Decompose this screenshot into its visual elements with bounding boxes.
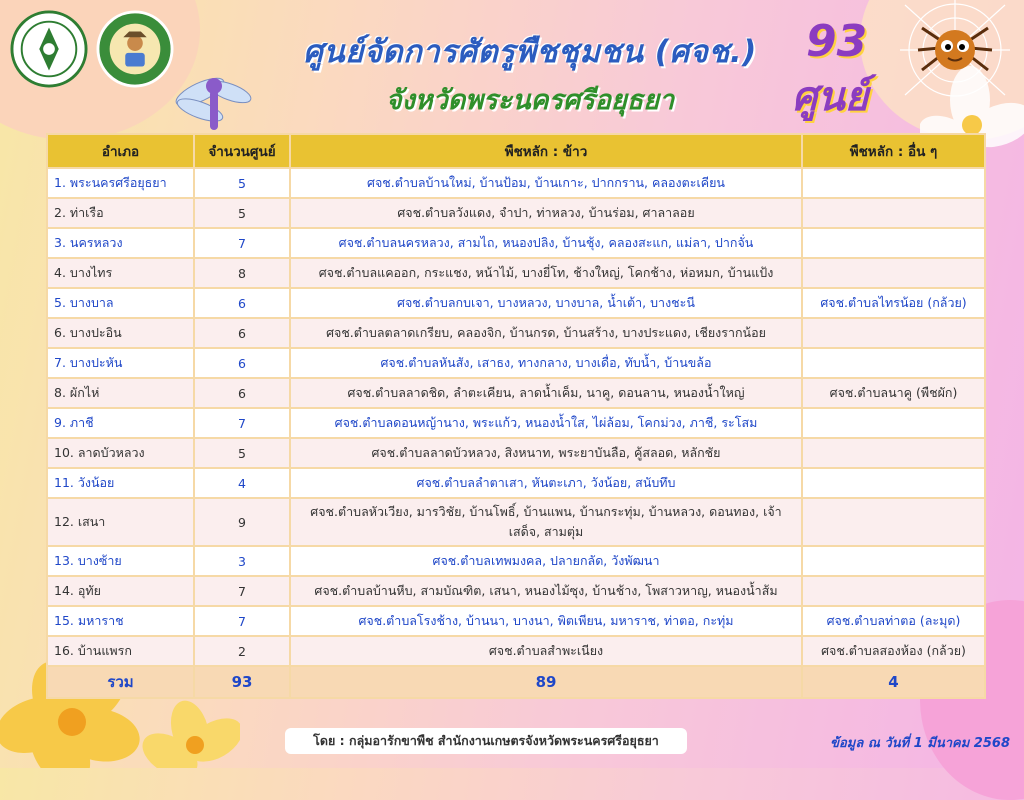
- cell-count: 6: [194, 348, 290, 378]
- cell-other-centers: ศจช.ตำบลท่าตอ (ละมุด): [802, 606, 985, 636]
- table-row: [47, 198, 985, 228]
- cell-other-centers: ศจช.ตำบลนาคู (พืชผัก): [802, 378, 985, 408]
- cell-rice-centers: ศจช.ตำบลกบเจา, บางหลวง, บางบาล, น้ำเต้า, บางชะนี: [290, 288, 802, 318]
- cell-rice-centers: ศจช.ตำบลหันสัง, เสาธง, ทางกลาง, บางเดื่อ, ทับน้ำ, บ้านขล้อ: [290, 348, 802, 378]
- table-row: [47, 576, 985, 606]
- cell-other-centers: [802, 468, 985, 498]
- cell-other-centers: ศจช.ตำบลไทรน้อย (กล้วย): [802, 288, 985, 318]
- cell-rice-centers: ศจช.ตำบลลำตาเสา, หันตะเภา, วังน้อย, สนับทึบ: [290, 468, 802, 498]
- cell-count: 8: [194, 258, 290, 288]
- cell-rice-centers: ศจช.ตำบลเทพมงคล, ปลายกลัด, วังพัฒนา: [290, 546, 802, 576]
- cell-rice-centers: ศจช.ตำบลลาดชิด, ลำตะเคียน, ลาดน้ำเค็ม, นาคู, ดอนลาน, หนองน้ำใหญ่: [290, 378, 802, 408]
- community-pest-management-center-logo: [96, 10, 174, 88]
- total-rice: 89: [290, 666, 802, 698]
- table-header-row: [47, 134, 985, 168]
- table-row: [47, 468, 985, 498]
- table-total-row: [47, 666, 985, 698]
- cell-rice-centers: ศจช.ตำบลวังแดง, จำปา, ท่าหลวง, บ้านร่อม, ศาลาลอย: [290, 198, 802, 228]
- cell-rice-centers: ศจช.ตำบลหัวเวียง, มารวิชัย, บ้านโพธิ์, บ้านแพน, บ้านกระทุ่ม, บ้านหลวง, ดอนทอง, เจ้าเสด็จ, สามตุ่ม: [290, 498, 802, 546]
- cell-district: 12. เสนา: [47, 498, 194, 546]
- cell-district: 2. ท่าเรือ: [47, 198, 194, 228]
- cell-district: 8. ผักไห่: [47, 378, 194, 408]
- cell-district: 15. มหาราช: [47, 606, 194, 636]
- cell-district: 3. นครหลวง: [47, 228, 194, 258]
- cell-count: 7: [194, 228, 290, 258]
- total-other: 4: [802, 666, 985, 698]
- cell-count: 5: [194, 438, 290, 468]
- cell-rice-centers: ศจช.ตำบลลาดบัวหลวง, สิงหนาท, พระยาบันลือ, คู้สลอด, หลักชัย: [290, 438, 802, 468]
- cell-count: 6: [194, 318, 290, 348]
- page-title: ศูนย์จัดการศัตรูพืชชุมชน (ศจช.): [303, 34, 757, 70]
- cell-count: 9: [194, 498, 290, 546]
- cell-count: 4: [194, 468, 290, 498]
- footer-credit: โดย : กลุ่มอารักขาพืช สำนักงานเกษตรจังหวัดพระนครศรีอยุธยา: [285, 728, 687, 754]
- cell-district: 7. บางปะหัน: [47, 348, 194, 378]
- cell-count: 2: [194, 636, 290, 666]
- col-header-other: พืชหลัก : อื่น ๆ: [802, 134, 985, 168]
- total-count: 93: [194, 666, 290, 698]
- cell-district: 10. ลาดบัวหลวง: [47, 438, 194, 468]
- table-row: [47, 378, 985, 408]
- cell-rice-centers: ศจช.ตำบลตลาดเกรียบ, คลองจิก, บ้านกรด, บ้านสร้าง, บางประแดง, เชียงรากน้อย: [290, 318, 802, 348]
- cell-rice-centers: ศจช.ตำบลนครหลวง, สามไถ, หนองปลิง, บ้านชุ้ง, คลองสะแก, แม่ลา, ปากจั่น: [290, 228, 802, 258]
- cell-other-centers: [802, 408, 985, 438]
- cell-district: 13. บางซ้าย: [47, 546, 194, 576]
- page-subtitle: จังหวัดพระนครศรีอยุธยา: [385, 85, 675, 116]
- cell-other-centers: [802, 168, 985, 198]
- total-label: รวม: [47, 666, 194, 698]
- cell-district: 11. วังน้อย: [47, 468, 194, 498]
- cell-count: 3: [194, 546, 290, 576]
- header: [0, 0, 1024, 130]
- cell-count: 5: [194, 168, 290, 198]
- cell-count: 6: [194, 378, 290, 408]
- cell-count: 7: [194, 408, 290, 438]
- cell-other-centers: [802, 348, 985, 378]
- cell-rice-centers: ศจช.ตำบลโรงช้าง, บ้านนา, บางนา, พิตเพียน, มหาราช, ท่าตอ, กะทุ่ม: [290, 606, 802, 636]
- cell-count: 6: [194, 288, 290, 318]
- cell-other-centers: [802, 546, 985, 576]
- cell-district: 14. อุทัย: [47, 576, 194, 606]
- table-row: [47, 318, 985, 348]
- table-row: [47, 636, 985, 666]
- table-row: [47, 348, 985, 378]
- cell-rice-centers: ศจช.ตำบลบ้านใหม่, บ้านป้อม, บ้านเกาะ, ปากกราน, คลองตะเคียน: [290, 168, 802, 198]
- table-row: [47, 546, 985, 576]
- dragonfly-icon: [170, 62, 260, 138]
- center-count-number: 93: [806, 16, 868, 67]
- cell-other-centers: [802, 198, 985, 228]
- cpmc-table: [46, 133, 986, 699]
- table-row: [47, 606, 985, 636]
- cell-count: 7: [194, 576, 290, 606]
- col-header-rice: พืชหลัก : ข้าว: [290, 134, 802, 168]
- department-seal-icon: [10, 10, 88, 88]
- cell-count: 5: [194, 198, 290, 228]
- col-header-district: อำเภอ: [47, 134, 194, 168]
- cell-district: 9. ภาชี: [47, 408, 194, 438]
- cell-other-centers: [802, 318, 985, 348]
- cell-district: 4. บางไทร: [47, 258, 194, 288]
- cell-district: 1. พระนครศรีอยุธยา: [47, 168, 194, 198]
- cell-rice-centers: ศจช.ตำบลแคออก, กระแชง, หน้าไม้, บางยี่โท, ช้างใหญ่, โคกช้าง, ห่อหมก, บ้านแป้ง: [290, 258, 802, 288]
- table-row: [47, 168, 985, 198]
- table-row: [47, 438, 985, 468]
- cell-rice-centers: ศจช.ตำบลบ้านหีบ, สามบัณฑิต, เสนา, หนองไม้ซุง, บ้านช้าง, โพสาวหาญ, หนองน้ำส้ม: [290, 576, 802, 606]
- cell-district: 16. บ้านแพรก: [47, 636, 194, 666]
- cell-other-centers: [802, 498, 985, 546]
- footer-date: ข้อมูล ณ วันที่ 1 มีนาคม 2568: [830, 736, 1010, 751]
- cell-district: 6. บางปะอิน: [47, 318, 194, 348]
- table-row: [47, 288, 985, 318]
- table-row: [47, 258, 985, 288]
- cell-other-centers: [802, 438, 985, 468]
- table-row: [47, 228, 985, 258]
- center-count-unit: ศูนย์: [792, 74, 869, 120]
- cell-other-centers: [802, 576, 985, 606]
- cell-other-centers: [802, 258, 985, 288]
- cell-other-centers: ศจช.ตำบลสองห้อง (กล้วย): [802, 636, 985, 666]
- cell-rice-centers: ศจช.ตำบลสำพะเนียง: [290, 636, 802, 666]
- spider-icon: [900, 0, 1010, 100]
- cell-rice-centers: ศจช.ตำบลดอนหญ้านาง, พระแก้ว, หนองน้ำใส, ไผ่ล้อม, โคกม่วง, ภาชี, ระโสม: [290, 408, 802, 438]
- col-header-count: จำนวนศูนย์: [194, 134, 290, 168]
- cell-other-centers: [802, 228, 985, 258]
- table-row: [47, 498, 985, 546]
- table-row: [47, 408, 985, 438]
- cell-count: 7: [194, 606, 290, 636]
- cell-district: 5. บางบาล: [47, 288, 194, 318]
